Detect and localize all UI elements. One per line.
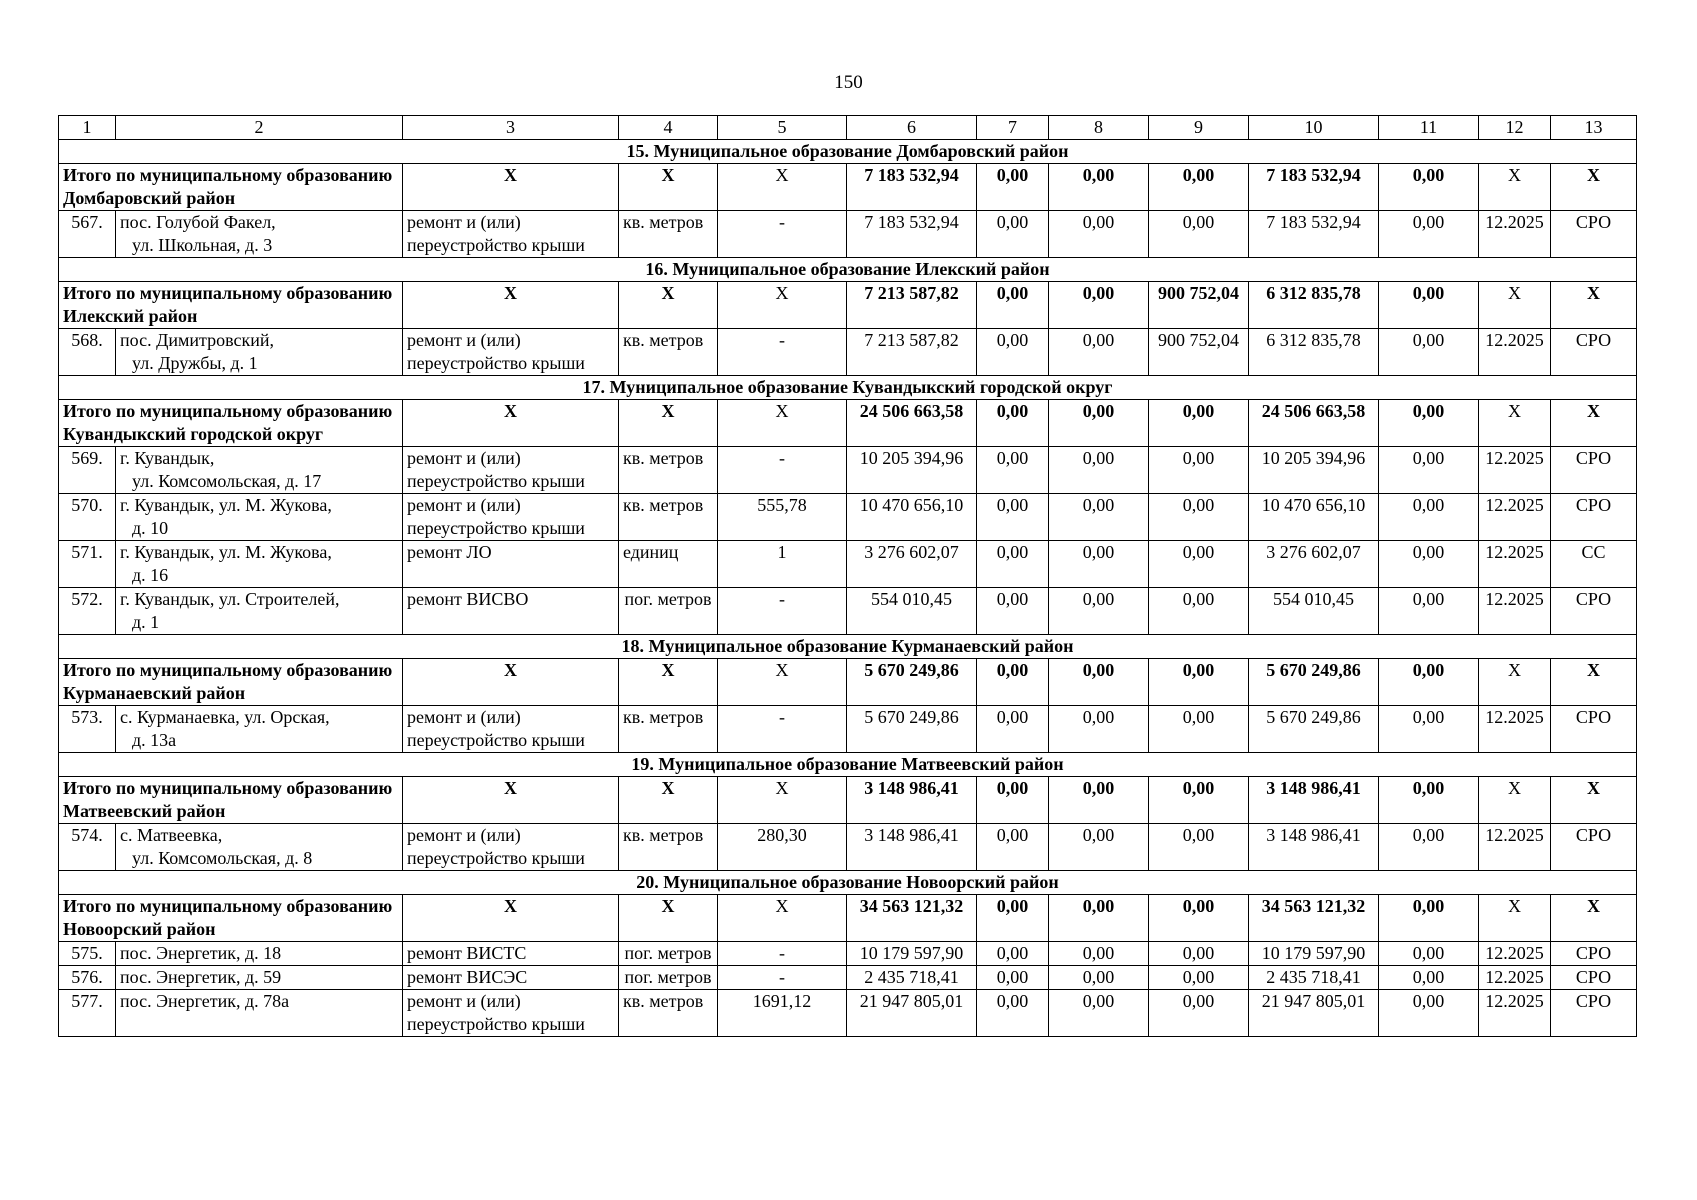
col9-value: 0,00 <box>1149 824 1249 871</box>
total-cost: 3 148 986,41 <box>847 824 977 871</box>
col7-value: 0,00 <box>977 211 1049 258</box>
row-number: 568. <box>59 329 116 376</box>
unit-of-measure: единиц <box>619 541 718 588</box>
quantity: - <box>718 588 847 635</box>
address-line-2: ул. Комсомольская, д. 8 <box>132 848 313 868</box>
address-line-2: д. 16 <box>132 565 169 585</box>
table-row <box>59 447 1637 494</box>
section-title: 19. Муниципальное образование Матвеевский район <box>59 753 1637 777</box>
address-line-1: г. Кувандык, <box>120 448 215 468</box>
address-line-2: д. 10 <box>132 518 169 538</box>
col8-value: 0,00 <box>1049 706 1149 753</box>
section-title-row <box>59 871 1637 895</box>
address-line-2: ул. Комсомольская, д. 17 <box>132 471 322 491</box>
section-title-row <box>59 635 1637 659</box>
column-header: 6 <box>847 116 977 140</box>
col8-value: 0,00 <box>1049 494 1149 541</box>
address-line-1: пос. Энергетик, д. 18 <box>120 943 282 963</box>
table-row <box>59 706 1637 753</box>
col10-value: 3 148 986,41 <box>1249 824 1379 871</box>
col9-value: 0,00 <box>1149 588 1249 635</box>
address-line-1: г. Кувандык, ул. М. Жукова, <box>120 542 332 562</box>
address-line-1: пос. Энергетик, д. 59 <box>120 967 282 987</box>
total-term: X <box>1479 895 1551 942</box>
col7-value: 0,00 <box>977 824 1049 871</box>
total-cost: 34 563 121,32 <box>847 895 977 942</box>
table-row <box>59 541 1637 588</box>
total-label: Итого по муниципальному образованию Илекский район <box>59 282 403 329</box>
col7-value: 0,00 <box>977 706 1049 753</box>
table-row <box>59 824 1637 871</box>
completion-term: 12.2025 <box>1479 824 1551 871</box>
col11-value: 0,00 <box>1379 942 1479 966</box>
completion-term: 12.2025 <box>1479 541 1551 588</box>
page-number: 150 <box>834 72 863 93</box>
col9-value: 0,00 <box>1149 990 1249 1037</box>
section-title: 17. Муниципальное образование Кувандыкский городской округ <box>59 376 1637 400</box>
row-number: 576. <box>59 966 116 990</box>
total-col10: 5 670 249,86 <box>1249 659 1379 706</box>
total-unit: X <box>619 164 718 211</box>
total-finance: X <box>1551 164 1637 211</box>
total-unit: X <box>619 400 718 447</box>
total-term: X <box>1479 400 1551 447</box>
total-cost: 5 670 249,86 <box>847 706 977 753</box>
total-label: Итого по муниципальному образованию Кувандыкский городской округ <box>59 400 403 447</box>
quantity: - <box>718 329 847 376</box>
col9-value: 0,00 <box>1149 942 1249 966</box>
total-work: X <box>403 659 619 706</box>
total-cost: 21 947 805,01 <box>847 990 977 1037</box>
row-number: 574. <box>59 824 116 871</box>
total-col9: 0,00 <box>1149 400 1249 447</box>
column-header: 12 <box>1479 116 1551 140</box>
quantity: 555,78 <box>718 494 847 541</box>
total-col11: 0,00 <box>1379 659 1479 706</box>
work-type: ремонт и (или) переустройство крыши <box>403 211 619 258</box>
total-row <box>59 659 1637 706</box>
total-col7: 0,00 <box>977 895 1049 942</box>
total-col8: 0,00 <box>1049 895 1149 942</box>
total-cost: 3 148 986,41 <box>847 777 977 824</box>
total-qty: X <box>718 659 847 706</box>
row-number: 572. <box>59 588 116 635</box>
column-header: 11 <box>1379 116 1479 140</box>
total-cost: 24 506 663,58 <box>847 400 977 447</box>
row-address <box>116 329 403 376</box>
col9-value: 900 752,04 <box>1149 329 1249 376</box>
completion-term: 12.2025 <box>1479 447 1551 494</box>
total-unit: X <box>619 777 718 824</box>
total-row <box>59 777 1637 824</box>
quantity: 1691,12 <box>718 990 847 1037</box>
address-line-2: д. 1 <box>132 612 160 632</box>
total-col9: 0,00 <box>1149 777 1249 824</box>
row-number: 571. <box>59 541 116 588</box>
work-type: ремонт ВИСВО <box>403 588 619 635</box>
column-header: 4 <box>619 116 718 140</box>
total-work: X <box>403 400 619 447</box>
work-type: ремонт и (или) переустройство крыши <box>403 329 619 376</box>
col9-value: 0,00 <box>1149 541 1249 588</box>
work-type: ремонт ЛО <box>403 541 619 588</box>
total-row <box>59 282 1637 329</box>
row-address <box>116 541 403 588</box>
total-cost: 7 213 587,82 <box>847 329 977 376</box>
finance-method: СС <box>1551 541 1637 588</box>
col10-value: 2 435 718,41 <box>1249 966 1379 990</box>
address-line-2: ул. Школьная, д. 3 <box>132 235 273 255</box>
total-cost: 5 670 249,86 <box>847 659 977 706</box>
row-number: 577. <box>59 990 116 1037</box>
total-work: X <box>403 895 619 942</box>
col7-value: 0,00 <box>977 966 1049 990</box>
col8-value: 0,00 <box>1049 211 1149 258</box>
row-address <box>116 824 403 871</box>
col11-value: 0,00 <box>1379 447 1479 494</box>
total-row <box>59 895 1637 942</box>
section-title: 16. Муниципальное образование Илекский район <box>59 258 1637 282</box>
address-line-2: д. 13а <box>132 730 177 750</box>
total-term: X <box>1479 282 1551 329</box>
table-row <box>59 494 1637 541</box>
col10-value: 7 183 532,94 <box>1249 211 1379 258</box>
column-header: 7 <box>977 116 1049 140</box>
total-col8: 0,00 <box>1049 777 1149 824</box>
address-line-1: г. Кувандык, ул. Строителей, <box>120 589 340 609</box>
unit-of-measure: пог. метров <box>619 942 718 966</box>
total-work: X <box>403 777 619 824</box>
section-title-row <box>59 258 1637 282</box>
address-line-1: с. Курманаевка, ул. Орская, <box>120 707 330 727</box>
total-qty: X <box>718 777 847 824</box>
row-number: 570. <box>59 494 116 541</box>
total-cost: 3 276 602,07 <box>847 541 977 588</box>
finance-method: СРО <box>1551 447 1637 494</box>
completion-term: 12.2025 <box>1479 588 1551 635</box>
section-title-row <box>59 140 1637 164</box>
total-cost: 2 435 718,41 <box>847 966 977 990</box>
col10-value: 21 947 805,01 <box>1249 990 1379 1037</box>
total-cost: 7 183 532,94 <box>847 164 977 211</box>
finance-method: СРО <box>1551 990 1637 1037</box>
col8-value: 0,00 <box>1049 329 1149 376</box>
col11-value: 0,00 <box>1379 541 1479 588</box>
col9-value: 0,00 <box>1149 447 1249 494</box>
col8-value: 0,00 <box>1049 824 1149 871</box>
table-row <box>59 588 1637 635</box>
row-address <box>116 990 403 1037</box>
quantity: 280,30 <box>718 824 847 871</box>
unit-of-measure: пог. метров <box>619 966 718 990</box>
total-cost: 554 010,45 <box>847 588 977 635</box>
column-header: 5 <box>718 116 847 140</box>
total-unit: X <box>619 282 718 329</box>
completion-term: 12.2025 <box>1479 990 1551 1037</box>
finance-method: СРО <box>1551 211 1637 258</box>
row-address <box>116 706 403 753</box>
total-col11: 0,00 <box>1379 777 1479 824</box>
total-row <box>59 164 1637 211</box>
quantity: - <box>718 966 847 990</box>
total-cost: 7 213 587,82 <box>847 282 977 329</box>
table-row <box>59 211 1637 258</box>
col11-value: 0,00 <box>1379 211 1479 258</box>
row-number: 567. <box>59 211 116 258</box>
total-term: X <box>1479 659 1551 706</box>
address-line-1: г. Кувандык, ул. М. Жукова, <box>120 495 332 515</box>
capital-repair-table <box>58 115 1637 1037</box>
row-address <box>116 942 403 966</box>
total-col9: 0,00 <box>1149 895 1249 942</box>
column-header: 1 <box>59 116 116 140</box>
work-type: ремонт и (или) переустройство крыши <box>403 990 619 1037</box>
total-col8: 0,00 <box>1049 659 1149 706</box>
col7-value: 0,00 <box>977 329 1049 376</box>
completion-term: 12.2025 <box>1479 706 1551 753</box>
row-address <box>116 494 403 541</box>
table-row <box>59 966 1637 990</box>
total-qty: X <box>718 164 847 211</box>
work-type: ремонт ВИСТС <box>403 942 619 966</box>
completion-term: 12.2025 <box>1479 494 1551 541</box>
total-finance: X <box>1551 777 1637 824</box>
quantity: - <box>718 211 847 258</box>
finance-method: СРО <box>1551 966 1637 990</box>
total-col8: 0,00 <box>1049 164 1149 211</box>
section-title: 18. Муниципальное образование Курманаевский район <box>59 635 1637 659</box>
total-col10: 3 148 986,41 <box>1249 777 1379 824</box>
work-type: ремонт ВИСЭС <box>403 966 619 990</box>
total-term: X <box>1479 164 1551 211</box>
total-finance: X <box>1551 659 1637 706</box>
total-col7: 0,00 <box>977 164 1049 211</box>
address-line-1: пос. Энергетик, д. 78а <box>120 991 290 1011</box>
total-col7: 0,00 <box>977 659 1049 706</box>
quantity: - <box>718 447 847 494</box>
total-col10: 24 506 663,58 <box>1249 400 1379 447</box>
total-col9: 0,00 <box>1149 659 1249 706</box>
column-header: 10 <box>1249 116 1379 140</box>
total-col9: 0,00 <box>1149 164 1249 211</box>
work-type: ремонт и (или) переустройство крыши <box>403 494 619 541</box>
total-cost: 10 470 656,10 <box>847 494 977 541</box>
total-finance: X <box>1551 400 1637 447</box>
col9-value: 0,00 <box>1149 706 1249 753</box>
total-col8: 0,00 <box>1049 282 1149 329</box>
column-header: 13 <box>1551 116 1637 140</box>
total-unit: X <box>619 659 718 706</box>
row-number: 575. <box>59 942 116 966</box>
total-qty: X <box>718 895 847 942</box>
total-col11: 0,00 <box>1379 400 1479 447</box>
col10-value: 554 010,45 <box>1249 588 1379 635</box>
address-line-1: с. Матвеевка, <box>120 825 223 845</box>
col11-value: 0,00 <box>1379 824 1479 871</box>
col8-value: 0,00 <box>1049 588 1149 635</box>
section-title-row <box>59 753 1637 777</box>
total-col10: 6 312 835,78 <box>1249 282 1379 329</box>
total-col7: 0,00 <box>977 282 1049 329</box>
address-line-2: ул. Дружбы, д. 1 <box>132 353 258 373</box>
col10-value: 5 670 249,86 <box>1249 706 1379 753</box>
total-cost: 10 179 597,90 <box>847 942 977 966</box>
total-unit: X <box>619 895 718 942</box>
finance-method: СРО <box>1551 494 1637 541</box>
col7-value: 0,00 <box>977 447 1049 494</box>
column-header: 3 <box>403 116 619 140</box>
total-label: Итого по муниципальному образованию Домбаровский район <box>59 164 403 211</box>
finance-method: СРО <box>1551 588 1637 635</box>
section-title: 20. Муниципальное образование Новоорский район <box>59 871 1637 895</box>
total-col10: 7 183 532,94 <box>1249 164 1379 211</box>
unit-of-measure: кв. метров <box>619 447 718 494</box>
col8-value: 0,00 <box>1049 990 1149 1037</box>
col8-value: 0,00 <box>1049 447 1149 494</box>
total-col7: 0,00 <box>977 400 1049 447</box>
column-number-row <box>59 116 1637 140</box>
total-label: Итого по муниципальному образованию Матвеевский район <box>59 777 403 824</box>
col9-value: 0,00 <box>1149 966 1249 990</box>
col11-value: 0,00 <box>1379 329 1479 376</box>
total-col11: 0,00 <box>1379 164 1479 211</box>
completion-term: 12.2025 <box>1479 329 1551 376</box>
total-col11: 0,00 <box>1379 282 1479 329</box>
finance-method: СРО <box>1551 329 1637 376</box>
total-col10: 34 563 121,32 <box>1249 895 1379 942</box>
total-finance: X <box>1551 895 1637 942</box>
col10-value: 10 205 394,96 <box>1249 447 1379 494</box>
unit-of-measure: кв. метров <box>619 494 718 541</box>
row-number: 569. <box>59 447 116 494</box>
address-line-1: пос. Димитровский, <box>120 330 274 350</box>
column-header: 2 <box>116 116 403 140</box>
total-qty: X <box>718 400 847 447</box>
unit-of-measure: кв. метров <box>619 824 718 871</box>
section-title-row <box>59 376 1637 400</box>
col11-value: 0,00 <box>1379 966 1479 990</box>
col7-value: 0,00 <box>977 990 1049 1037</box>
quantity: 1 <box>718 541 847 588</box>
total-col7: 0,00 <box>977 777 1049 824</box>
quantity: - <box>718 942 847 966</box>
row-address <box>116 211 403 258</box>
col7-value: 0,00 <box>977 494 1049 541</box>
col10-value: 3 276 602,07 <box>1249 541 1379 588</box>
column-header: 9 <box>1149 116 1249 140</box>
row-number: 573. <box>59 706 116 753</box>
table-row <box>59 942 1637 966</box>
table-row <box>59 990 1637 1037</box>
unit-of-measure: кв. метров <box>619 329 718 376</box>
col8-value: 0,00 <box>1049 541 1149 588</box>
unit-of-measure: кв. метров <box>619 706 718 753</box>
total-cost: 10 205 394,96 <box>847 447 977 494</box>
col7-value: 0,00 <box>977 588 1049 635</box>
column-header: 8 <box>1049 116 1149 140</box>
address-line-1: пос. Голубой Факел, <box>120 212 276 232</box>
work-type: ремонт и (или) переустройство крыши <box>403 447 619 494</box>
finance-method: СРО <box>1551 824 1637 871</box>
section-title: 15. Муниципальное образование Домбаровский район <box>59 140 1637 164</box>
col10-value: 10 179 597,90 <box>1249 942 1379 966</box>
col9-value: 0,00 <box>1149 494 1249 541</box>
row-address <box>116 588 403 635</box>
total-col8: 0,00 <box>1049 400 1149 447</box>
completion-term: 12.2025 <box>1479 211 1551 258</box>
finance-method: СРО <box>1551 942 1637 966</box>
quantity: - <box>718 706 847 753</box>
total-row <box>59 400 1637 447</box>
col10-value: 6 312 835,78 <box>1249 329 1379 376</box>
total-qty: X <box>718 282 847 329</box>
row-address <box>116 447 403 494</box>
col8-value: 0,00 <box>1049 966 1149 990</box>
total-label: Итого по муниципальному образованию Курманаевский район <box>59 659 403 706</box>
completion-term: 12.2025 <box>1479 942 1551 966</box>
total-work: X <box>403 282 619 329</box>
total-label: Итого по муниципальному образованию Новоорский район <box>59 895 403 942</box>
total-col11: 0,00 <box>1379 895 1479 942</box>
work-type: ремонт и (или) переустройство крыши <box>403 824 619 871</box>
col11-value: 0,00 <box>1379 494 1479 541</box>
col8-value: 0,00 <box>1049 942 1149 966</box>
col9-value: 0,00 <box>1149 211 1249 258</box>
total-col9: 900 752,04 <box>1149 282 1249 329</box>
row-address <box>116 966 403 990</box>
finance-method: СРО <box>1551 706 1637 753</box>
work-type: ремонт и (или) переустройство крыши <box>403 706 619 753</box>
total-cost: 7 183 532,94 <box>847 211 977 258</box>
total-work: X <box>403 164 619 211</box>
col7-value: 0,00 <box>977 541 1049 588</box>
col10-value: 10 470 656,10 <box>1249 494 1379 541</box>
unit-of-measure: пог. метров <box>619 588 718 635</box>
completion-term: 12.2025 <box>1479 966 1551 990</box>
total-finance: X <box>1551 282 1637 329</box>
total-term: X <box>1479 777 1551 824</box>
table-row <box>59 329 1637 376</box>
col11-value: 0,00 <box>1379 706 1479 753</box>
col7-value: 0,00 <box>977 942 1049 966</box>
unit-of-measure: кв. метров <box>619 990 718 1037</box>
col11-value: 0,00 <box>1379 990 1479 1037</box>
col11-value: 0,00 <box>1379 588 1479 635</box>
unit-of-measure: кв. метров <box>619 211 718 258</box>
